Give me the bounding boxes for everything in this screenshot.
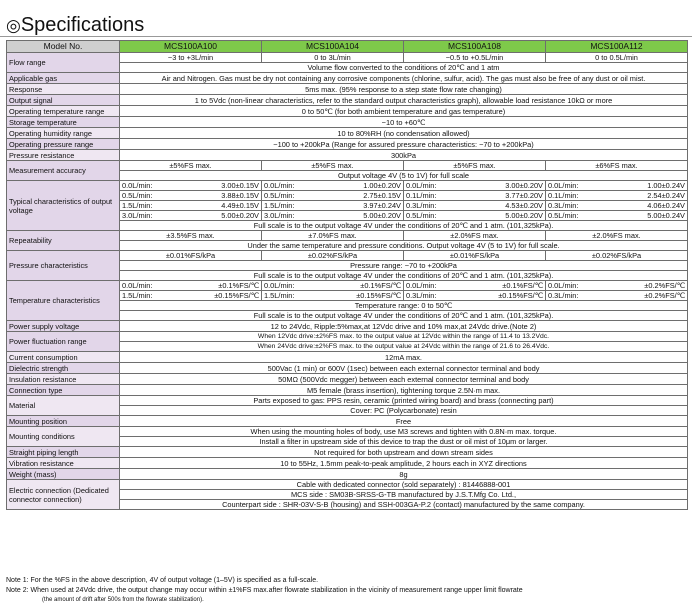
accuracy-value: ±5%FS max. bbox=[262, 161, 404, 171]
temperature-range: Temperature range: 0 to 50℃ bbox=[120, 301, 688, 311]
storage-temperature-value: −10 to +60℃ bbox=[120, 117, 688, 128]
flow-range-value: 0 to 3L/min bbox=[262, 53, 404, 63]
insulation-resistance-label: Insulation resistance bbox=[7, 374, 120, 385]
typical-voltage: 5.00±0.24V bbox=[647, 211, 685, 220]
typical-voltage: 5.00±0.20V bbox=[505, 211, 543, 220]
vibration-resistance-value: 10 to 55Hz, 1.5mm peak-to-peak amplitude, 2 hours each in XYZ directions bbox=[120, 458, 688, 469]
mounting-position-label: Mounting position bbox=[7, 416, 120, 427]
temp-coefficient: ±0.15%FS/℃ bbox=[214, 291, 259, 300]
accuracy-label: Measurement accuracy bbox=[7, 161, 120, 181]
typical-voltage: 3.00±0.15V bbox=[221, 181, 259, 190]
temp-coefficient: ±0.2%FS/℃ bbox=[644, 281, 685, 290]
dielectric-strength-label: Dielectric strength bbox=[7, 363, 120, 374]
connection-type-label: Connection type bbox=[7, 385, 120, 396]
material-cover: Cover: PC (Polycarbonate) resin bbox=[120, 406, 688, 416]
specifications-table bbox=[6, 40, 688, 510]
typical-voltage: 3.88±0.15V bbox=[221, 191, 259, 200]
accuracy-value: ±5%FS max. bbox=[404, 161, 546, 171]
temp-coefficient: ±0.15%FS/℃ bbox=[356, 291, 401, 300]
temp-coefficient: ±0.15%FS/℃ bbox=[498, 291, 543, 300]
humidity-value: 10 to 80%RH (no condensation allowed) bbox=[120, 128, 688, 139]
mounting-position-value: Free bbox=[120, 416, 688, 427]
typical-flow: 0.0L/min: bbox=[122, 181, 153, 190]
pressure-characteristics-value: ±0.01%FS/kPa bbox=[404, 251, 546, 261]
temperature-characteristics-note: Full scale is to the output voltage 4V under the conditions of 20℃ and 1 atm. (101,325kPa). bbox=[120, 311, 688, 321]
storage-temperature-label: Storage temperature bbox=[7, 117, 120, 128]
temp-flow: 0.3L/min: bbox=[406, 291, 437, 300]
power-fluctuation-24v: When 24Vdc drive:±2%FS max. to the output value at 24Vdc within the range of 21.6 to 26.4Vdc. bbox=[120, 342, 688, 352]
power-fluctuation-12v: When 12Vdc drive:±2%FS max. to the output value at 12Vdc within the range of 11.4 to 13.2Vdc. bbox=[120, 332, 688, 342]
typical-voltage: 3.97±0.24V bbox=[363, 201, 401, 210]
applicable-gas-label: Applicable gas bbox=[7, 73, 120, 84]
repeatability-value: ±2.0%FS max. bbox=[546, 231, 688, 241]
typical-voltage: 2.75±0.15V bbox=[363, 191, 401, 200]
accuracy-value: ±5%FS max. bbox=[120, 161, 262, 171]
typical-flow: 0.1L/min: bbox=[548, 191, 579, 200]
material-label: Material bbox=[7, 396, 120, 416]
temp-flow: 1.5L/min: bbox=[122, 291, 153, 300]
typical-voltage: 2.54±0.24V bbox=[647, 191, 685, 200]
power-supply-voltage-value: 12 to 24Vdc, Ripple:5%max,at 12Vdc drive and 10% max,at 24Vdc drive.(Note 2) bbox=[120, 321, 688, 332]
operating-pressure-label: Operating pressure range bbox=[7, 139, 120, 150]
model-header-2: MCS100A104 bbox=[262, 41, 404, 53]
repeatability-note: Under the same temperature and pressure conditions. Output voltage 4V (5 to 1V) for full scale. bbox=[120, 241, 688, 251]
model-header-4: MCS100A112 bbox=[546, 41, 688, 53]
connection-type-value: M5 female (brass insertion), tightening torque 2.5N·m max. bbox=[120, 385, 688, 396]
repeatability-value: ±2.0%FS max. bbox=[404, 231, 546, 241]
repeatability-value: ±3.5%FS max. bbox=[120, 231, 262, 241]
flow-range-value: 0 to 0.5L/min bbox=[546, 53, 688, 63]
footnote-2-detail: (the amount of drift after 500s from the flowrate stabilization). bbox=[42, 597, 204, 603]
mounting-conditions-screws: When using the mounting holes of body, use M3 screws and tighten with 0.8N·m max. torque. bbox=[120, 427, 688, 437]
pressure-characteristics-value: ±0.02%FS/kPa bbox=[262, 251, 404, 261]
typical-flow: 0.0L/min: bbox=[548, 181, 579, 190]
vibration-resistance-label: Vibration resistance bbox=[7, 458, 120, 469]
typical-flow: 0.5L/min: bbox=[122, 191, 153, 200]
output-signal-value: 1 to 5Vdc (non-linear characteristics, refer to the standard output characteristics graph), allowable load resistance 10kΩ or more bbox=[120, 95, 688, 106]
humidity-label: Operating humidity range bbox=[7, 128, 120, 139]
material-gas-parts: Parts exposed to gas: PPS resin, ceramic (printed wiring board) and brass (connecting part) bbox=[120, 396, 688, 406]
pressure-characteristics-value: ±0.02%FS/kPa bbox=[546, 251, 688, 261]
typical-flow: 0.1L/min: bbox=[406, 191, 437, 200]
circle-mark-icon: ◎ bbox=[6, 16, 21, 35]
pressure-resistance-value: 300kPa bbox=[120, 150, 688, 161]
electric-connection-counterpart: Counterpart side : SHR-03V-S-B (housing) and SSH-003GA-P.2 (contact) manufactured by the same company. bbox=[120, 500, 688, 510]
typical-flow: 0.5L/min: bbox=[406, 211, 437, 220]
title-divider bbox=[0, 36, 692, 37]
temp-flow: 0.0L/min: bbox=[264, 281, 295, 290]
typical-voltage: 1.00±0.20V bbox=[363, 181, 401, 190]
operating-temperature-label: Operating temperature range bbox=[7, 106, 120, 117]
operating-temperature-value: 0 to 50℃ (for both ambient temperature and gas temperature) bbox=[120, 106, 688, 117]
typical-flow: 3.0L/min: bbox=[264, 211, 295, 220]
typical-voltage: 4.49±0.15V bbox=[221, 201, 259, 210]
temp-coefficient: ±0.1%FS/℃ bbox=[218, 281, 259, 290]
flow-range-label: Flow range bbox=[7, 53, 120, 73]
response-value: 5ms max. (95% response to a step state flow rate changing) bbox=[120, 84, 688, 95]
typical-flow: 3.0L/min: bbox=[122, 211, 153, 220]
typical-flow: 0.5L/min: bbox=[264, 191, 295, 200]
temp-flow: 0.0L/min: bbox=[122, 281, 153, 290]
electric-connection-mcs-side: MCS side : SM03B-SRSS-G-TB manufactured by J.S.T.Mfg Co. Ltd., bbox=[120, 490, 688, 500]
mounting-conditions-filter: Install a filter in upstream side of this device to trap the dust or oil mist of 10μm or larger. bbox=[120, 437, 688, 447]
power-fluctuation-label: Power fluctuation range bbox=[7, 332, 120, 352]
weight-label: Weight (mass) bbox=[7, 469, 120, 480]
pressure-characteristics-note: Full scale is to the output voltage 4V under the conditions of 20℃ and 1 atm. (101,325kPa). bbox=[120, 271, 688, 281]
flow-range-value: −0.5 to +0.5L/min bbox=[404, 53, 546, 63]
straight-piping-label: Straight piping length bbox=[7, 447, 120, 458]
typical-voltage: 4.06±0.24V bbox=[647, 201, 685, 210]
pressure-resistance-label: Pressure resistance bbox=[7, 150, 120, 161]
typical-voltage: 3.00±0.20V bbox=[505, 181, 543, 190]
model-header-3: MCS100A108 bbox=[404, 41, 546, 53]
repeatability-value: ±7.0%FS max. bbox=[262, 231, 404, 241]
straight-piping-value: Not required for both upstream and down stream sides bbox=[120, 447, 688, 458]
typical-flow: 1.5L/min: bbox=[264, 201, 295, 210]
electric-connection-label: Electric connection (Dedicated connector connection) bbox=[7, 480, 120, 510]
response-label: Response bbox=[7, 84, 120, 95]
typical-flow: 0.0L/min: bbox=[406, 181, 437, 190]
temp-coefficient: ±0.2%FS/℃ bbox=[644, 291, 685, 300]
temp-coefficient: ±0.1%FS/℃ bbox=[502, 281, 543, 290]
mounting-conditions-label: Mounting conditions bbox=[7, 427, 120, 447]
dielectric-strength-value: 500Vac (1 min) or 600V (1sec) between each external connector terminal and body bbox=[120, 363, 688, 374]
accuracy-note: Output voltage 4V (5 to 1V) for full scale bbox=[120, 171, 688, 181]
pressure-characteristics-label: Pressure characteristics bbox=[7, 251, 120, 281]
footnote-1: Note 1: For the %FS in the above description, 4V of output voltage (1–5V) is specified as a full-scale. bbox=[6, 577, 319, 584]
typical-flow: 1.5L/min: bbox=[122, 201, 153, 210]
page-title: ◎Specifications bbox=[6, 14, 145, 36]
temp-flow: 0.0L/min: bbox=[548, 281, 579, 290]
current-consumption-label: Current consumption bbox=[7, 352, 120, 363]
typical-flow: 0.3L/min: bbox=[406, 201, 437, 210]
insulation-resistance-value: 50MΩ (500Vdc megger) between each external connector terminal and body bbox=[120, 374, 688, 385]
output-signal-label: Output signal bbox=[7, 95, 120, 106]
power-supply-voltage-label: Power supply voltage bbox=[7, 321, 120, 332]
current-consumption-value: 12mA max. bbox=[120, 352, 688, 363]
electric-connection-cable: Cable with dedicated connector (sold separately) : 81446888-001 bbox=[120, 480, 688, 490]
temp-flow: 0.3L/min: bbox=[548, 291, 579, 300]
typical-flow: 0.5L/min: bbox=[548, 211, 579, 220]
flow-range-value: −3 to +3L/min bbox=[120, 53, 262, 63]
typical-voltage: 5.00±0.20V bbox=[221, 211, 259, 220]
pressure-characteristics-range: Pressure range: −70 to +200kPa bbox=[120, 261, 688, 271]
typical-note: Full scale is to the output voltage 4V under the conditions of 20℃ and 1 atm. (101,325kPa). bbox=[120, 221, 688, 231]
typical-flow: 0.0L/min: bbox=[264, 181, 295, 190]
operating-pressure-value: −100 to +200kPa (Range for assured pressure characteristics: −70 to +200kPa) bbox=[120, 139, 688, 150]
model-header-1: MCS100A100 bbox=[120, 41, 262, 53]
repeatability-label: Repeatability bbox=[7, 231, 120, 251]
footnotes bbox=[6, 576, 523, 604]
typical-voltage: 5.00±0.20V bbox=[363, 211, 401, 220]
applicable-gas-value: Air and Nitrogen. Gas must be dry not containing any corrosive components (chlorine, sulfur, acid). The gas must also be free of any dust or oil mist. bbox=[120, 73, 688, 84]
model-no-header: Model No. bbox=[7, 41, 120, 53]
accuracy-value: ±6%FS max. bbox=[546, 161, 688, 171]
typical-flow: 0.3L/min: bbox=[548, 201, 579, 210]
typical-voltage: 3.77±0.20V bbox=[505, 191, 543, 200]
typical-voltage: 4.53±0.20V bbox=[505, 201, 543, 210]
footnote-2: Note 2: When used at 24Vdc drive, the output change may occur within ±1%FS max.after flowrate stabilization in the vicinity of measurement range upper limit flowrate bbox=[6, 587, 523, 594]
temp-flow: 1.5L/min: bbox=[264, 291, 295, 300]
temp-coefficient: ±0.1%FS/℃ bbox=[360, 281, 401, 290]
temp-flow: 0.0L/min: bbox=[406, 281, 437, 290]
weight-value: 8g bbox=[120, 469, 688, 480]
pressure-characteristics-value: ±0.01%FS/kPa bbox=[120, 251, 262, 261]
typical-characteristics-label: Typical characteristics of output voltage bbox=[7, 181, 120, 231]
temperature-characteristics-label: Temperature characteristics bbox=[7, 281, 120, 321]
flow-range-note: Volume flow converted to the conditions of 20℃ and 1 atm bbox=[120, 63, 688, 73]
typical-voltage: 1.00±0.24V bbox=[647, 181, 685, 190]
